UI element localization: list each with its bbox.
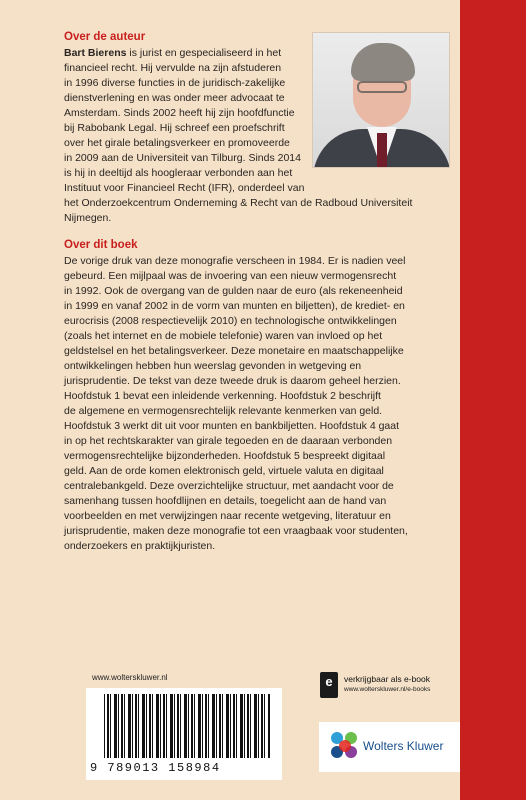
author-bio-line: financieel recht. Hij vervulde na zijn afstuderen [64,62,282,74]
book-line: ontwikkelingen hebben hun weerslag gevonden in wetgeving en [64,360,362,372]
book-description [64,254,450,554]
ebook-url: www.wolterskluwer.nl/e-books [344,686,431,693]
author-bio-line: over het girale betalingsverkeer en promoveerde [64,137,290,149]
author-bio-line: is hij in deeltijd als hoogleraar verbonden aan het [64,167,293,179]
book-line: de algemene en vermogensrechtelijk relevante kenmerken van geld. [64,405,383,417]
publisher-logo-panel [319,722,460,772]
author-photo [312,32,450,168]
book-line: gebeurd. Een mijlpaal was de invoering van een nieuw vermogensrecht [64,270,397,282]
book-line: geldstelsel en het betalingsverkeer. Deze monetaire en maatschappelijke [64,345,404,357]
book-line: in 1992. Ook de overgang van de gulden naar de euro (als rekeneenheid [64,285,403,297]
author-bio-line: in 2009 aan de Universiteit van Tilburg. Sinds 2014 [64,152,301,164]
author-bio-line: in 1996 diverse functies in de juridisch-zakelijke [64,77,286,89]
book-line: samenhang tussen hoofdlijnen en details, toegelicht aan de hand van [64,495,387,507]
author-bio-line: dienstverlening en was onder meer advocaat te [64,92,285,104]
book-line: vermogensrechtelijke bijzonderheden. Hoofdstuk 5 bespreekt digitaal [64,450,386,462]
author-bio-line: Instituut voor Financieel Recht (IFR), onderdeel van [64,182,305,194]
back-cover-content [64,30,450,554]
red-spine-band [460,0,526,800]
author-bio-line: bij Rabobank Legal. Hij schreef een proefschrift [64,122,285,134]
book-line: De vorige druk van deze monografie verscheen in 1984. Er is nadien veel [64,255,406,267]
book-line: (zoals het internet en de mobiele telefonie) waren van invloed op het [64,330,383,342]
isbn-digits: 9 789013 158984 [90,761,221,775]
author-heading: Over de auteur [64,31,146,43]
barcode-panel [86,688,282,780]
book-line: Hoofdstuk 3 werkt dit uit voor munten en bankbiljetten. Hoofdstuk 4 gaat [64,420,400,432]
book-line: eurocrisis (2008 respectievelijk 2010) en technologische ontwikkelingen [64,315,397,327]
author-name: Bart Bierens [64,47,127,59]
book-line: centralebankgeld. Deze overzichtelijke structuur, met aandacht voor de [64,480,394,492]
publisher-name: Wolters Kluwer [363,739,444,753]
book-line: voorbeelden en met verwijzingen naar recente wetgeving, literatuur en [64,510,391,522]
book-heading: Over dit boek [64,239,138,251]
book-line: onderzoekers en praktijkjuristen. [64,540,216,552]
ebook-label: verkrijgbaar als e-book [344,674,430,684]
author-bio-line: Bart Bierens is jurist en gespecialiseerd in het [64,47,282,59]
book-line: geld. Aan de orde komen elektronisch geld, virtuele valuta en digitaal [64,465,384,477]
author-bio-line: het Onderzoekcentrum Onderneming & Recht van de Radboud Universiteit [64,197,413,209]
book-line: in 1999 en vanaf 2002 in de vorm van munten en biljetten), de krediet- en [64,300,405,312]
wolters-kluwer-logo-icon [331,732,359,760]
book-line: jurisprudentie. De tekst van deze tweede druk is daarom geheel herzien. [64,375,401,387]
book-section [64,238,450,554]
publisher-website: www.wolterskluwer.nl [92,673,168,682]
ebook-icon: e [320,672,338,698]
author-bio-line: Nijmegen. [64,212,112,224]
ebook-badge [320,672,456,700]
isbn-barcode [104,694,270,758]
book-line: in op het rechtskarakter van girale tegoeden en de daaraan verbonden [64,435,393,447]
book-line: Hoofdstuk 1 bevat een inleidende verkenning. Hoofdstuk 2 beschrijft [64,390,381,402]
book-line: jurisprudentie, maken deze monografie tot een vraagbaak voor studenten, [64,525,408,537]
author-bio-line: Amsterdam. Sinds 2002 heeft hij zijn hoofdfunctie [64,107,295,119]
author-section [64,30,450,226]
